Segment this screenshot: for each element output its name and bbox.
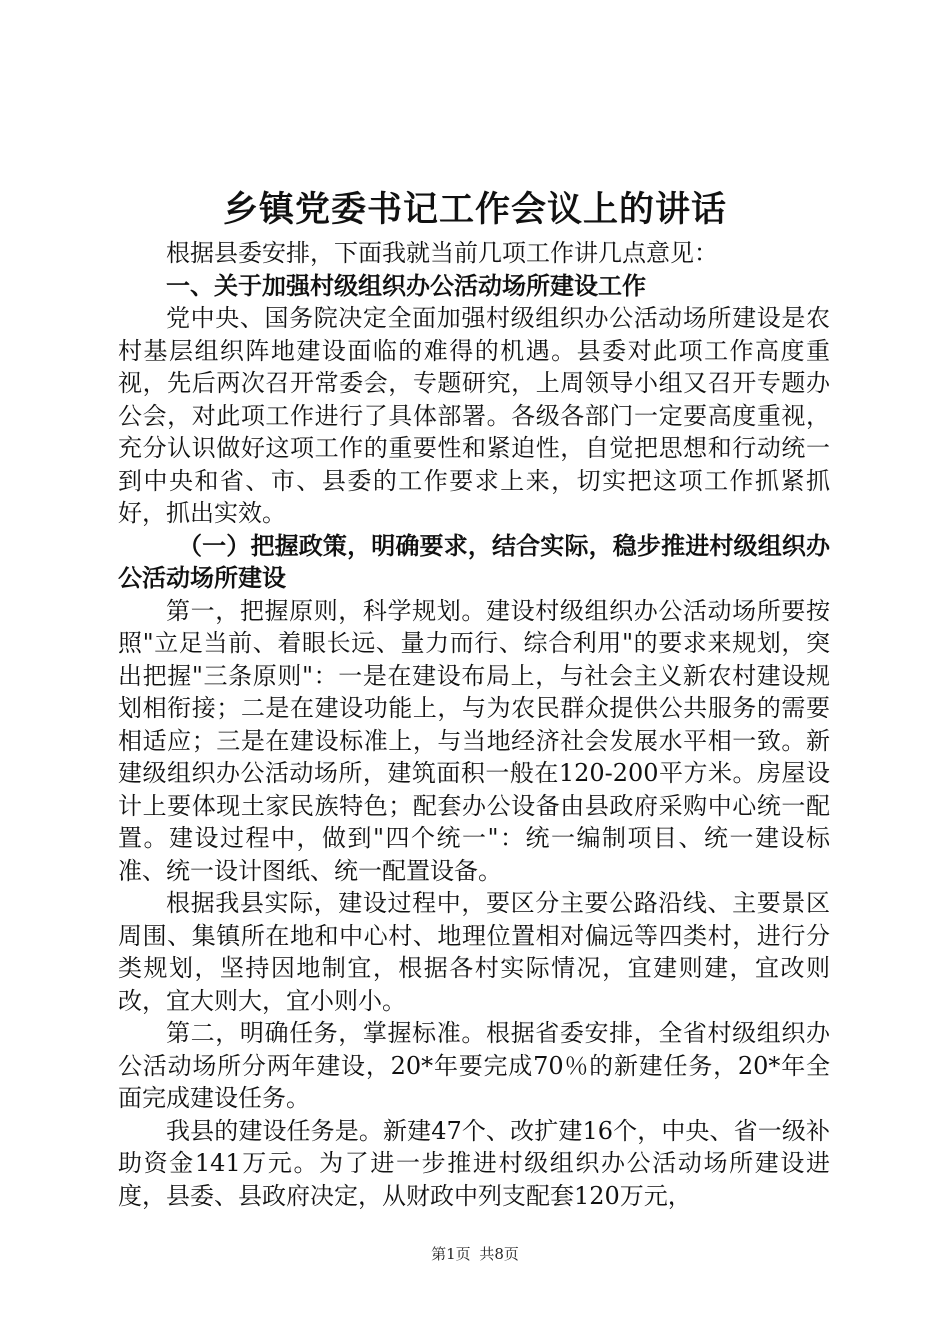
subsection-heading-1: （一）把握政策，明确要求，结合实际，稳步推进村级组织办公活动场所建设 (118, 530, 830, 592)
document-body (118, 237, 830, 1212)
section-heading-1: 一、关于加强村级组织办公活动场所建设工作 (166, 270, 646, 300)
paragraph-county-practice: 根据我县实际，建设过程中，要区分主要公路沿线、主要景区周围、集镇所在地和中心村、地理位置相对偏远等四类村，进行分类规划，坚持因地制宜，根据各村实际情况，宜建则建，宜改则改，宜大则大，宜小则小。 (118, 889, 830, 1015)
page-footer (0, 1244, 950, 1264)
paragraph-county-tasks: 我县的建设任务是。新建47个、改扩建16个，中央、省一级补助资金141万元。为了进一步推进村级组织办公活动场所建设进度，县委、县政府决定，从财政中列支配套120万元， (118, 1116, 830, 1210)
paragraph-section-1-overview: 党中央、国务院决定全面加强村级组织办公活动场所建设是农村基层组织阵地建设面临的难得的机遇。县委对此项工作高度重视，先后两次召开常委会，专题研究，上周领导小组又召开专题办公会，对此项工作进行了具体部署。各级各部门一定要高度重视，充分认识做好这项工作的重要性和紧迫性，自觉把思想和行动统一到中央和省、市、县委的工作要求上来，切实把这项工作抓紧抓好，抓出实效。 (118, 304, 830, 527)
paragraph-tasks: 第二，明确任务，掌握标准。根据省委安排，全省村级组织办公活动场所分两年建设，20*年要完成70％的新建任务，20*年全面完成建设任务。 (118, 1019, 830, 1112)
page-total: 共8页 (479, 1245, 519, 1263)
paragraph-intro: 根据县委安排，下面我就当前几项工作讲几点意见： (166, 239, 718, 267)
page-number: 第1页 (431, 1245, 471, 1263)
paragraph-principles: 第一，把握原则，科学规划。建设村级组织办公活动场所要按照"立足当前、着眼长远、量力而行、综合利用"的要求来规划，突出把握"三条原则"：一是在建设布局上，与社会主义新农村建设规划相衔接；二是在建设功能上，与为农民群众提供公共服务的需要相适应；三是在建设标准上，与当地经济社会发展水平相一致。新建级组织办公活动场所，建筑面积一般在120-200平方米。房屋设计上要体现土家民族特色；配套办公设备由县政府采购中心统一配置。建设过程中，做到"四个统一"：统一编制项目、统一建设标准、统一设计图纸、统一配置设备。 (118, 596, 830, 885)
document-title: 乡镇党委书记工作会议上的讲话 (222, 189, 727, 230)
